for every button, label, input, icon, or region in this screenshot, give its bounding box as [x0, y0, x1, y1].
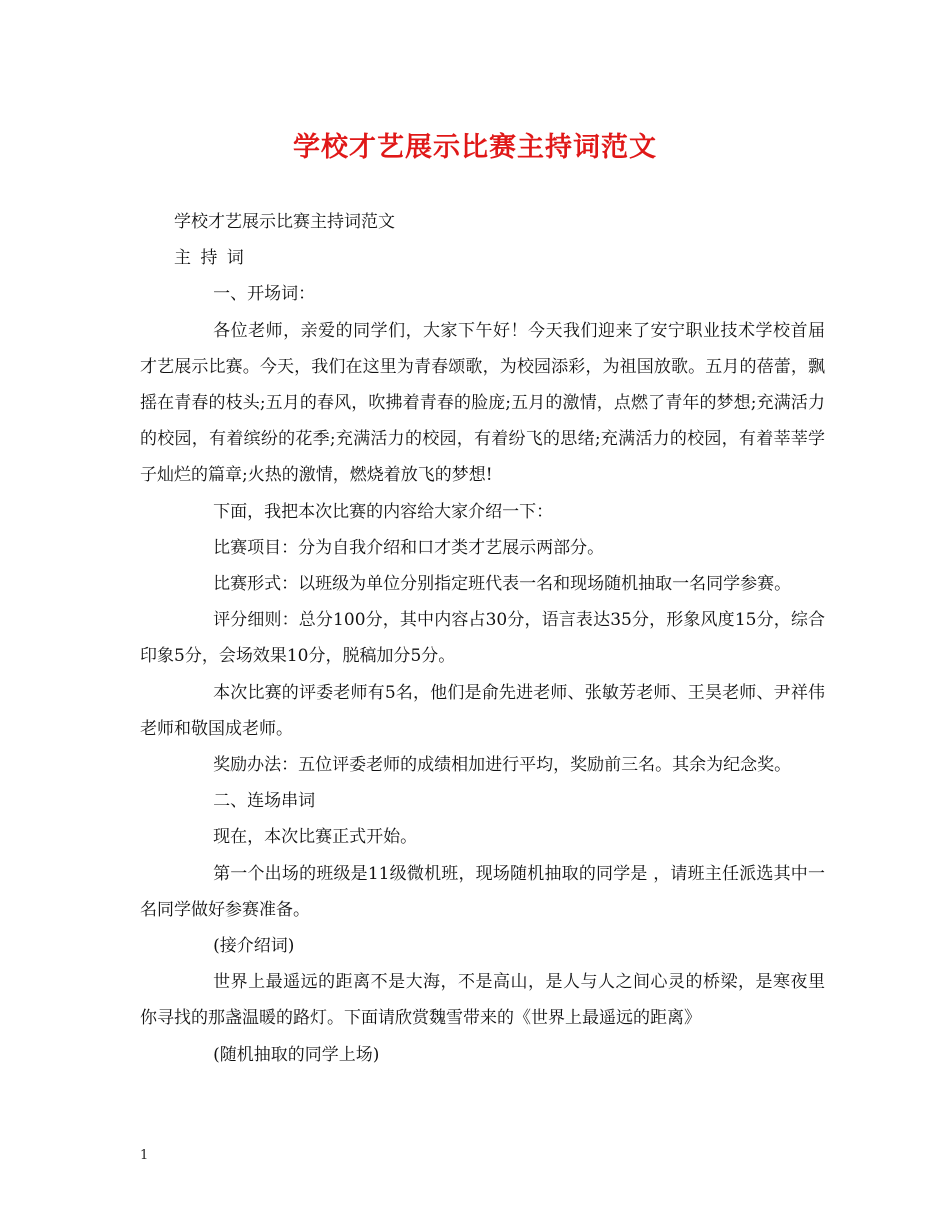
paragraph-format: 比赛形式：以班级为单位分别指定班代表一名和现场随机抽取一名同学参赛。: [213, 574, 792, 595]
page-title: 学校才艺展示比赛主持词范文: [293, 132, 657, 163]
paragraph-scoring: 评分细则：总分100分，其中内容占30分，语言表达35分，形象风度15分，综合印象5分，会场效果10分，脱稿加分5分。: [140, 610, 825, 667]
paragraph-host-heading: 主持词: [174, 248, 254, 269]
paragraph-intro: 下面，我把本次比赛的内容给大家介绍一下：: [213, 501, 554, 522]
paragraph-judges: 本次比赛的评委老师有5名，他们是俞先进老师、张敏芳老师、王昊老师、尹祥伟老师和敬国成老师。: [140, 682, 825, 739]
paragraph-note-intro: (接介绍词): [213, 936, 295, 957]
page-number: 1: [140, 1148, 149, 1163]
paragraph-first-class: 第一个出场的班级是11级微机班，现场随机抽取的同学是 ，请班主任派选其中一名同学做好参赛准备。: [140, 863, 825, 920]
paragraph-section-opening: 一、开场词：: [213, 284, 316, 305]
paragraph-start: 现在，本次比赛正式开始。: [213, 827, 418, 848]
paragraph-performance-intro: 世界上最遥远的距离不是大海，不是高山，是人与人之间心灵的桥梁，是寒夜里你寻找的那盏温暖的路灯。下面请欣赏魏雪带来的《世界上最遥远的距离》: [140, 972, 825, 1029]
paragraph-opening-speech: 各位老师，亲爱的同学们，大家下午好！今天我们迎来了安宁职业技术学校首届才艺展示比赛。今天，我们在这里为青春颂歌，为校园添彩，为祖国放歌。五月的蓓蕾，飘摇在青春的枝头;五月的春风，吹拂着青春的脸庞;五月的激情，点燃了青年的梦想;充满活力的校园，有着缤纷的花季;充满活力的校园，有着纷飞的思绪;充满活力的校园，有着莘莘学子灿烂的篇章;火热的激情，燃烧着放飞的梦想!: [140, 320, 825, 486]
paragraph-items: 比赛项目：分为自我介绍和口才类才艺展示两部分。: [213, 537, 605, 558]
document-body: [140, 204, 825, 1073]
paragraph-awards: 奖励办法：五位评委老师的成绩相加进行平均，奖励前三名。其余为纪念奖。: [213, 755, 792, 776]
paragraph-subtitle: 学校才艺展示比赛主持词范文: [174, 212, 395, 232]
paragraph-note-random: (随机抽取的同学上场): [213, 1044, 380, 1065]
paragraph-section-linking: 二、连场串词: [213, 791, 316, 812]
